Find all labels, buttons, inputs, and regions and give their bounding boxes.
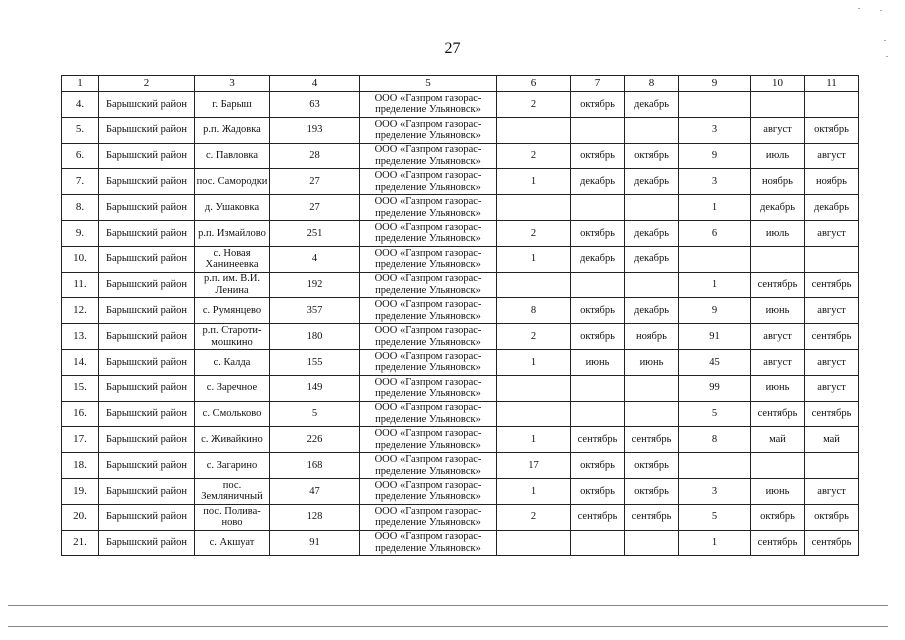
cell-col-8 — [625, 375, 679, 401]
cell-col-11 — [805, 92, 859, 118]
cell-col-8 — [625, 117, 679, 143]
cell-col-7: октябрь — [571, 220, 625, 246]
cell-col-5: ООО «Газпром газорас-пределение Ульяновск» — [360, 195, 497, 221]
table-row — [62, 530, 859, 556]
cell-col-6 — [497, 530, 571, 556]
cell-col-7: декабрь — [571, 246, 625, 272]
cell-col-1: 6. — [62, 143, 99, 169]
cell-col-9: 91 — [679, 324, 751, 350]
cell-col-8: июнь — [625, 349, 679, 375]
cell-col-8: декабрь — [625, 220, 679, 246]
cell-col-4: 155 — [270, 349, 360, 375]
cell-col-6: 2 — [497, 504, 571, 530]
cell-col-11: август — [805, 220, 859, 246]
cell-col-2: Барышский район — [99, 401, 195, 427]
cell-col-9 — [679, 92, 751, 118]
cell-col-10 — [751, 92, 805, 118]
scan-line — [8, 605, 888, 606]
table-row — [62, 272, 859, 298]
column-header-2: 2 — [99, 76, 195, 92]
scan-speck — [880, 10, 882, 11]
table-row — [62, 375, 859, 401]
cell-col-9: 99 — [679, 375, 751, 401]
cell-col-3: пос. Полива-ново — [195, 504, 270, 530]
cell-col-9: 6 — [679, 220, 751, 246]
cell-col-3: с. Павловка — [195, 143, 270, 169]
cell-col-9: 9 — [679, 143, 751, 169]
cell-col-2: Барышский район — [99, 453, 195, 479]
cell-col-10: ноябрь — [751, 169, 805, 195]
cell-col-6: 2 — [497, 220, 571, 246]
table-row — [62, 169, 859, 195]
table-row — [62, 117, 859, 143]
column-header-8: 8 — [625, 76, 679, 92]
cell-col-3: с. Загарино — [195, 453, 270, 479]
cell-col-10: июнь — [751, 298, 805, 324]
cell-col-4: 192 — [270, 272, 360, 298]
cell-col-10: август — [751, 117, 805, 143]
cell-col-6 — [497, 401, 571, 427]
cell-col-11: август — [805, 478, 859, 504]
cell-col-4: 357 — [270, 298, 360, 324]
cell-col-11: ноябрь — [805, 169, 859, 195]
cell-col-6: 2 — [497, 92, 571, 118]
cell-col-7: октябрь — [571, 298, 625, 324]
column-header-10: 10 — [751, 76, 805, 92]
cell-col-5: ООО «Газпром газорас-пределение Ульяновск» — [360, 169, 497, 195]
table-row — [62, 298, 859, 324]
cell-col-1: 5. — [62, 117, 99, 143]
cell-col-5: ООО «Газпром газорас-пределение Ульяновск» — [360, 220, 497, 246]
scan-speck — [886, 56, 888, 57]
scan-speck — [858, 8, 860, 9]
data-table — [61, 75, 859, 556]
cell-col-5: ООО «Газпром газорас-пределение Ульяновск» — [360, 401, 497, 427]
cell-col-1: 11. — [62, 272, 99, 298]
cell-col-7: июнь — [571, 349, 625, 375]
cell-col-3: р.п. Жадовка — [195, 117, 270, 143]
cell-col-9: 1 — [679, 530, 751, 556]
cell-col-2: Барышский район — [99, 530, 195, 556]
cell-col-5: ООО «Газпром газорас-пределение Ульяновск» — [360, 478, 497, 504]
cell-col-4: 180 — [270, 324, 360, 350]
table-body — [62, 76, 859, 556]
cell-col-10: июль — [751, 143, 805, 169]
cell-col-6: 1 — [497, 427, 571, 453]
cell-col-7 — [571, 375, 625, 401]
cell-col-9: 5 — [679, 504, 751, 530]
cell-col-3: с. Калда — [195, 349, 270, 375]
table-row — [62, 401, 859, 427]
cell-col-10: сентябрь — [751, 272, 805, 298]
cell-col-4: 27 — [270, 169, 360, 195]
cell-col-10: июнь — [751, 375, 805, 401]
cell-col-11: октябрь — [805, 504, 859, 530]
cell-col-10: август — [751, 324, 805, 350]
cell-col-9: 1 — [679, 195, 751, 221]
column-header-7: 7 — [571, 76, 625, 92]
cell-col-9: 3 — [679, 478, 751, 504]
cell-col-3: пос. Земляничный — [195, 478, 270, 504]
column-header-4: 4 — [270, 76, 360, 92]
cell-col-5: ООО «Газпром газорас-пределение Ульяновск» — [360, 298, 497, 324]
cell-col-3: р.п. Измайлово — [195, 220, 270, 246]
cell-col-8 — [625, 195, 679, 221]
cell-col-10: декабрь — [751, 195, 805, 221]
cell-col-11: октябрь — [805, 117, 859, 143]
cell-col-4: 63 — [270, 92, 360, 118]
cell-col-5: ООО «Газпром газорас-пределение Ульяновск» — [360, 143, 497, 169]
cell-col-7 — [571, 530, 625, 556]
cell-col-11: декабрь — [805, 195, 859, 221]
cell-col-5: ООО «Газпром газорас-пределение Ульяновск» — [360, 246, 497, 272]
cell-col-1: 4. — [62, 92, 99, 118]
cell-col-7 — [571, 272, 625, 298]
cell-col-3: с. Новая Ханинеевка — [195, 246, 270, 272]
column-header-9: 9 — [679, 76, 751, 92]
cell-col-2: Барышский район — [99, 427, 195, 453]
cell-col-9 — [679, 453, 751, 479]
cell-col-2: Барышский район — [99, 504, 195, 530]
scan-line — [8, 626, 888, 627]
cell-col-6 — [497, 195, 571, 221]
cell-col-2: Барышский район — [99, 117, 195, 143]
cell-col-6 — [497, 272, 571, 298]
cell-col-1: 15. — [62, 375, 99, 401]
cell-col-1: 16. — [62, 401, 99, 427]
cell-col-2: Барышский район — [99, 478, 195, 504]
cell-col-11: август — [805, 375, 859, 401]
cell-col-5: ООО «Газпром газорас-пределение Ульяновск» — [360, 117, 497, 143]
cell-col-4: 4 — [270, 246, 360, 272]
cell-col-9: 3 — [679, 117, 751, 143]
cell-col-11 — [805, 246, 859, 272]
column-header-3: 3 — [195, 76, 270, 92]
cell-col-1: 17. — [62, 427, 99, 453]
cell-col-5: ООО «Газпром газорас-пределение Ульяновск» — [360, 92, 497, 118]
cell-col-6: 2 — [497, 143, 571, 169]
cell-col-9: 5 — [679, 401, 751, 427]
cell-col-7: октябрь — [571, 453, 625, 479]
cell-col-7 — [571, 117, 625, 143]
cell-col-11: август — [805, 349, 859, 375]
cell-col-2: Барышский район — [99, 246, 195, 272]
cell-col-5: ООО «Газпром газорас-пределение Ульяновск» — [360, 530, 497, 556]
cell-col-2: Барышский район — [99, 143, 195, 169]
cell-col-8 — [625, 272, 679, 298]
cell-col-8: декабрь — [625, 169, 679, 195]
cell-col-10: август — [751, 349, 805, 375]
cell-col-9: 3 — [679, 169, 751, 195]
header-row — [62, 76, 859, 92]
column-header-6: 6 — [497, 76, 571, 92]
cell-col-5: ООО «Газпром газорас-пределение Ульяновск» — [360, 453, 497, 479]
cell-col-5: ООО «Газпром газорас-пределение Ульяновск» — [360, 375, 497, 401]
cell-col-3: с. Заречное — [195, 375, 270, 401]
cell-col-4: 193 — [270, 117, 360, 143]
cell-col-4: 251 — [270, 220, 360, 246]
cell-col-8: ноябрь — [625, 324, 679, 350]
cell-col-2: Барышский район — [99, 195, 195, 221]
cell-col-8: сентябрь — [625, 504, 679, 530]
cell-col-5: ООО «Газпром газорас-пределение Ульяновск» — [360, 324, 497, 350]
cell-col-2: Барышский район — [99, 272, 195, 298]
cell-col-4: 149 — [270, 375, 360, 401]
table-row — [62, 92, 859, 118]
cell-col-7: октябрь — [571, 478, 625, 504]
cell-col-3: р.п. Староти-мошкино — [195, 324, 270, 350]
cell-col-7: октябрь — [571, 92, 625, 118]
cell-col-1: 20. — [62, 504, 99, 530]
cell-col-1: 19. — [62, 478, 99, 504]
cell-col-8 — [625, 530, 679, 556]
cell-col-5: ООО «Газпром газорас-пределение Ульяновск» — [360, 349, 497, 375]
cell-col-6: 1 — [497, 246, 571, 272]
cell-col-11: сентябрь — [805, 324, 859, 350]
cell-col-4: 91 — [270, 530, 360, 556]
cell-col-10: сентябрь — [751, 401, 805, 427]
cell-col-10: июнь — [751, 478, 805, 504]
cell-col-2: Барышский район — [99, 349, 195, 375]
cell-col-11: май — [805, 427, 859, 453]
cell-col-3: с. Румянцево — [195, 298, 270, 324]
cell-col-7: октябрь — [571, 324, 625, 350]
table-row — [62, 427, 859, 453]
cell-col-1: 9. — [62, 220, 99, 246]
cell-col-1: 14. — [62, 349, 99, 375]
cell-col-6: 2 — [497, 324, 571, 350]
cell-col-7: октябрь — [571, 143, 625, 169]
cell-col-9: 8 — [679, 427, 751, 453]
column-header-1: 1 — [62, 76, 99, 92]
cell-col-1: 13. — [62, 324, 99, 350]
cell-col-10: май — [751, 427, 805, 453]
cell-col-1: 7. — [62, 169, 99, 195]
cell-col-6 — [497, 117, 571, 143]
scan-speck — [884, 40, 886, 41]
table-row — [62, 220, 859, 246]
cell-col-11 — [805, 453, 859, 479]
cell-col-8: декабрь — [625, 246, 679, 272]
cell-col-3: р.п. им. В.И. Ленина — [195, 272, 270, 298]
cell-col-7 — [571, 195, 625, 221]
cell-col-6: 8 — [497, 298, 571, 324]
cell-col-4: 5 — [270, 401, 360, 427]
cell-col-6: 1 — [497, 349, 571, 375]
cell-col-5: ООО «Газпром газорас-пределение Ульяновск» — [360, 427, 497, 453]
cell-col-8: октябрь — [625, 143, 679, 169]
cell-col-4: 27 — [270, 195, 360, 221]
table-row — [62, 478, 859, 504]
table-row — [62, 246, 859, 272]
cell-col-1: 12. — [62, 298, 99, 324]
cell-col-4: 226 — [270, 427, 360, 453]
table-row — [62, 324, 859, 350]
cell-col-7: сентябрь — [571, 427, 625, 453]
cell-col-5: ООО «Газпром газорас-пределение Ульяновск» — [360, 272, 497, 298]
cell-col-10 — [751, 453, 805, 479]
cell-col-3: г. Барыш — [195, 92, 270, 118]
cell-col-11: август — [805, 143, 859, 169]
cell-col-3: пос. Самородки — [195, 169, 270, 195]
table-row — [62, 195, 859, 221]
table-row — [62, 504, 859, 530]
cell-col-6 — [497, 375, 571, 401]
cell-col-4: 128 — [270, 504, 360, 530]
cell-col-8: октябрь — [625, 453, 679, 479]
cell-col-1: 21. — [62, 530, 99, 556]
cell-col-6: 1 — [497, 478, 571, 504]
cell-col-8: октябрь — [625, 478, 679, 504]
cell-col-2: Барышский район — [99, 92, 195, 118]
cell-col-9 — [679, 246, 751, 272]
cell-col-1: 18. — [62, 453, 99, 479]
page-number: 27 — [444, 40, 461, 57]
cell-col-3: с. Акшуат — [195, 530, 270, 556]
cell-col-2: Барышский район — [99, 298, 195, 324]
cell-col-2: Барышский район — [99, 375, 195, 401]
cell-col-3: д. Ушаковка — [195, 195, 270, 221]
cell-col-2: Барышский район — [99, 324, 195, 350]
cell-col-11: сентябрь — [805, 272, 859, 298]
cell-col-5: ООО «Газпром газорас-пределение Ульяновск» — [360, 504, 497, 530]
cell-col-8: декабрь — [625, 92, 679, 118]
cell-col-11: сентябрь — [805, 530, 859, 556]
cell-col-6: 17 — [497, 453, 571, 479]
cell-col-9: 45 — [679, 349, 751, 375]
cell-col-2: Барышский район — [99, 220, 195, 246]
table-row — [62, 349, 859, 375]
cell-col-8: декабрь — [625, 298, 679, 324]
cell-col-4: 168 — [270, 453, 360, 479]
cell-col-10: сентябрь — [751, 530, 805, 556]
cell-col-6: 1 — [497, 169, 571, 195]
cell-col-7 — [571, 401, 625, 427]
cell-col-9: 9 — [679, 298, 751, 324]
cell-col-3: с. Смольково — [195, 401, 270, 427]
cell-col-1: 8. — [62, 195, 99, 221]
cell-col-4: 47 — [270, 478, 360, 504]
cell-col-4: 28 — [270, 143, 360, 169]
column-header-11: 11 — [805, 76, 859, 92]
cell-col-7: декабрь — [571, 169, 625, 195]
cell-col-8 — [625, 401, 679, 427]
cell-col-11: август — [805, 298, 859, 324]
cell-col-11: сентябрь — [805, 401, 859, 427]
cell-col-9: 1 — [679, 272, 751, 298]
table-row — [62, 453, 859, 479]
cell-col-1: 10. — [62, 246, 99, 272]
cell-col-3: с. Живайкино — [195, 427, 270, 453]
cell-col-8: сентябрь — [625, 427, 679, 453]
cell-col-10: июль — [751, 220, 805, 246]
cell-col-7: сентябрь — [571, 504, 625, 530]
cell-col-10 — [751, 246, 805, 272]
table-row — [62, 143, 859, 169]
cell-col-2: Барышский район — [99, 169, 195, 195]
cell-col-10: октябрь — [751, 504, 805, 530]
column-header-5: 5 — [360, 76, 497, 92]
